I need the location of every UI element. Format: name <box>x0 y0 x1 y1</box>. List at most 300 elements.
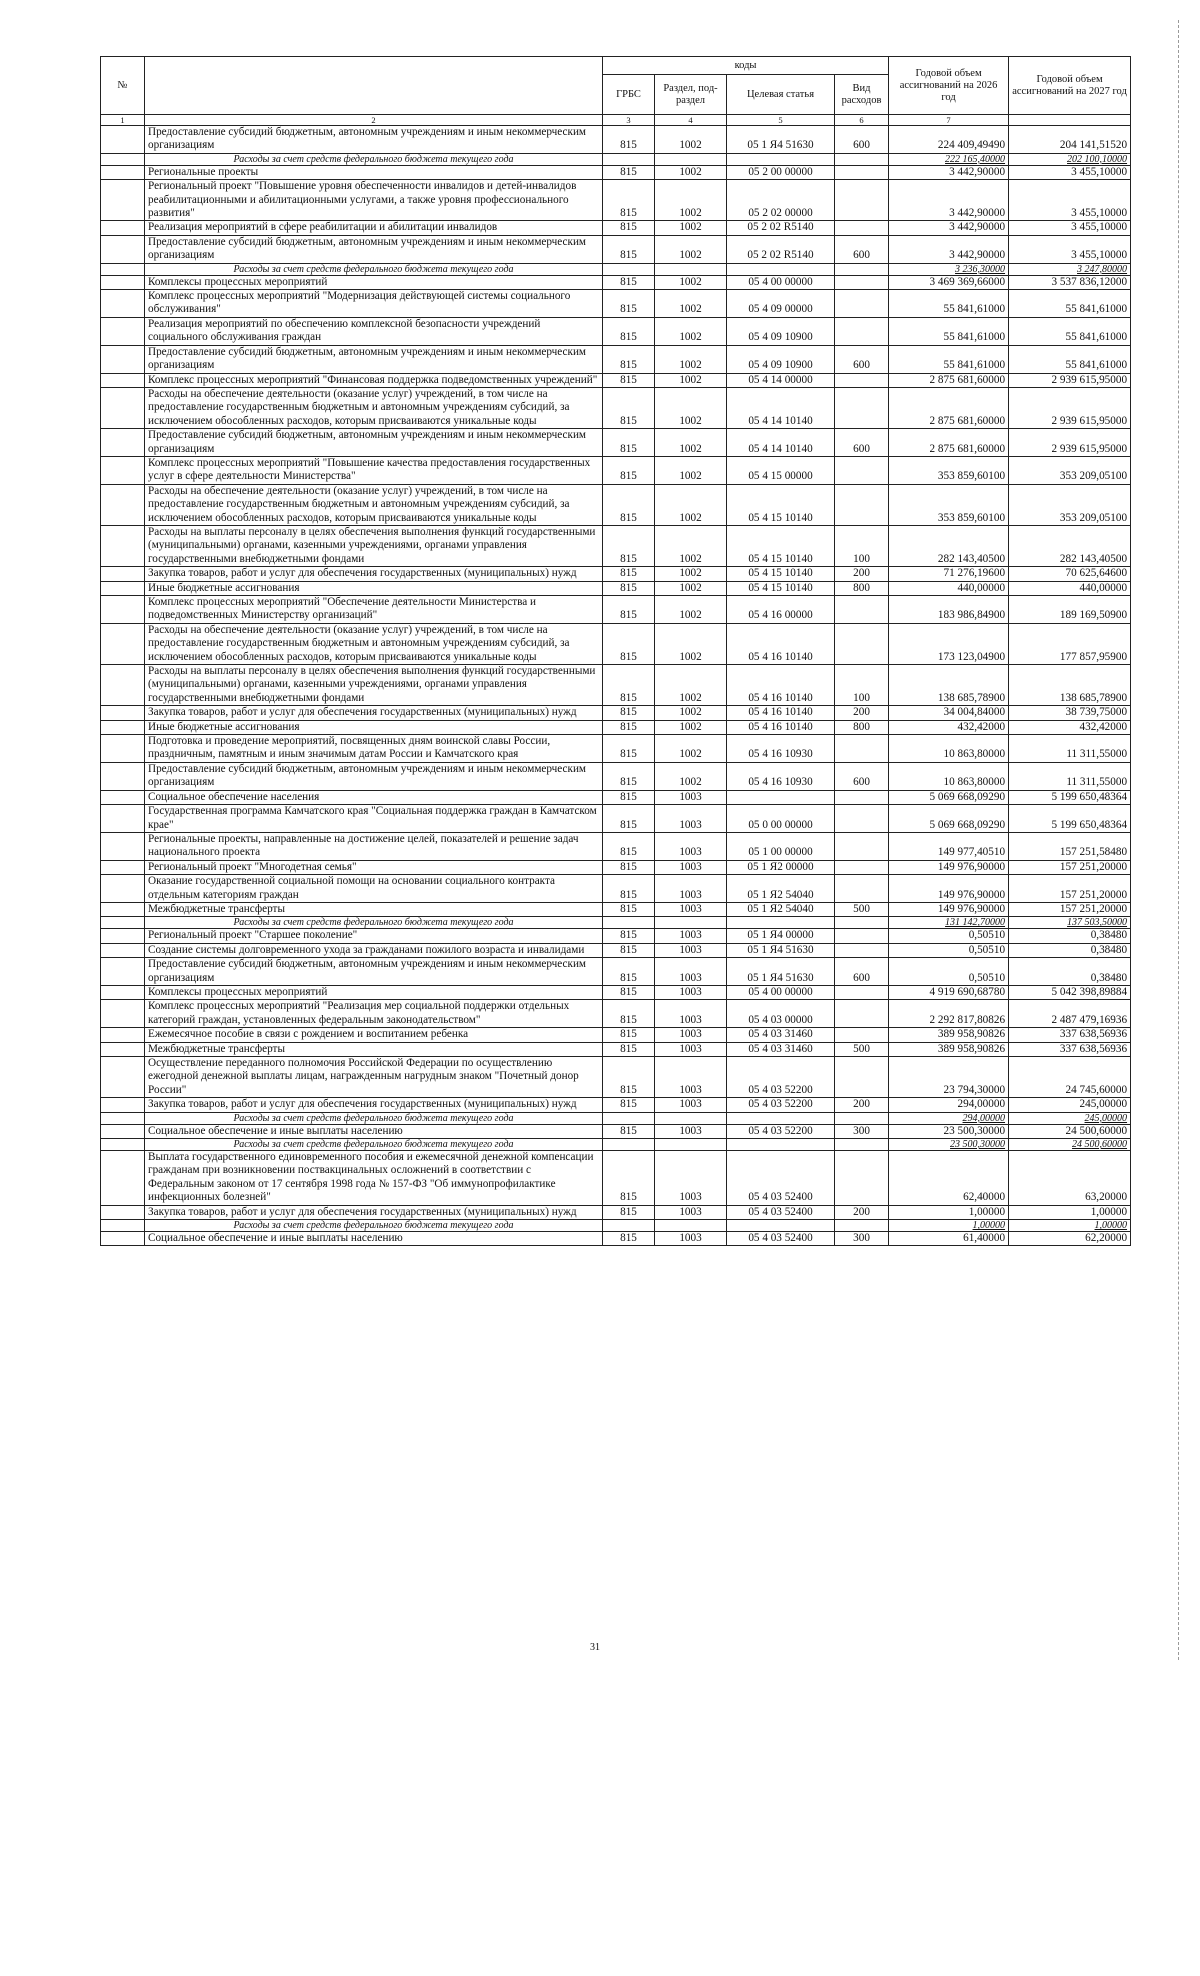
row-name-cell: Предоставление субсидий бюджетным, автономным учреждениям и иным некоммерческим организациям <box>145 345 603 373</box>
row-section-cell: 1002 <box>655 581 727 595</box>
row-kind-cell <box>835 387 889 428</box>
row-number-cell <box>101 1151 145 1206</box>
table-row <box>101 1042 1131 1056</box>
row-name-cell: Расходы на выплаты персоналу в целях обеспечения выполнения функций государственными (муниципальными) органами, казенными учреждениями, органами управления государственными внебюджетными фондами <box>145 525 603 566</box>
row-amount-2026-cell: 34 004,84000 <box>889 706 1009 720</box>
row-grbs-cell: 815 <box>603 958 655 986</box>
row-kind-cell <box>835 1028 889 1042</box>
row-name-cell: Государственная программа Камчатского края "Социальная поддержка граждан в Камчатском крае" <box>145 805 603 833</box>
table-row <box>101 221 1131 235</box>
row-target-cell: 05 4 00 00000 <box>727 275 835 289</box>
row-number-cell <box>101 805 145 833</box>
row-section-cell: 1002 <box>655 665 727 706</box>
row-amount-2027-cell: 24 500,60000 <box>1009 1124 1131 1138</box>
row-section-cell: 1002 <box>655 373 727 387</box>
table-row <box>101 790 1131 804</box>
row-amount-2026-cell: 55 841,61000 <box>889 317 1009 345</box>
row-number-cell <box>101 317 145 345</box>
row-grbs-cell: 815 <box>603 1205 655 1219</box>
row-section-cell: 1003 <box>655 1000 727 1028</box>
row-section-cell: 1002 <box>655 735 727 763</box>
row-section-cell: 1003 <box>655 860 727 874</box>
row-target-cell: 05 4 15 00000 <box>727 456 835 484</box>
row-amount-2027-cell: 38 739,75000 <box>1009 706 1131 720</box>
row-kind-cell <box>835 917 889 929</box>
col-number-3: 3 <box>603 115 655 126</box>
row-name-cell: Межбюджетные трансферты <box>145 902 603 916</box>
row-number-cell <box>101 735 145 763</box>
row-name-cell: Межбюджетные трансферты <box>145 1042 603 1056</box>
table-row <box>101 581 1131 595</box>
row-name-cell: Ежемесячное пособие в связи с рождением и воспитанием ребенка <box>145 1028 603 1042</box>
row-section-cell: 1003 <box>655 958 727 986</box>
row-number-cell <box>101 484 145 525</box>
row-amount-2027-cell: 3 455,10000 <box>1009 180 1131 221</box>
col-number-4: 4 <box>655 115 727 126</box>
row-kind-cell <box>835 790 889 804</box>
row-amount-2026-cell: 3 469 369,66000 <box>889 275 1009 289</box>
row-number-cell <box>101 1000 145 1028</box>
row-target-cell: 05 4 09 10900 <box>727 345 835 373</box>
table-row <box>101 832 1131 860</box>
row-name-cell: Иные бюджетные ассигнования <box>145 720 603 734</box>
row-number-cell <box>101 1232 145 1246</box>
row-number-cell <box>101 235 145 263</box>
row-section-cell <box>655 917 727 929</box>
row-target-cell: 05 4 03 00000 <box>727 1000 835 1028</box>
row-amount-2026-cell: 55 841,61000 <box>889 290 1009 318</box>
row-grbs-cell: 815 <box>603 581 655 595</box>
table-row <box>101 875 1131 903</box>
row-amount-2026-cell: 3 442,90000 <box>889 165 1009 179</box>
row-target-cell <box>727 1112 835 1124</box>
row-name-cell: Региональный проект "Старшее поколение" <box>145 929 603 943</box>
row-amount-2027-cell: 2 939 615,95000 <box>1009 429 1131 457</box>
row-kind-cell <box>835 1139 889 1151</box>
row-kind-cell: 800 <box>835 720 889 734</box>
row-target-cell: 05 4 03 52200 <box>727 1098 835 1112</box>
row-name-cell: Оказание государственной социальной помощи на основании социального контракта отдельным категориям граждан <box>145 875 603 903</box>
row-amount-2026-cell: 353 859,60100 <box>889 456 1009 484</box>
table-row <box>101 1205 1131 1219</box>
row-amount-2026-cell: 149 976,90000 <box>889 860 1009 874</box>
row-amount-2026-cell: 131 142,70000 <box>889 917 1009 929</box>
row-grbs-cell: 815 <box>603 290 655 318</box>
row-target-cell: 05 4 16 00000 <box>727 596 835 624</box>
row-number-cell <box>101 917 145 929</box>
table-subrow <box>101 1112 1131 1124</box>
row-kind-cell: 100 <box>835 665 889 706</box>
row-section-cell: 1002 <box>655 387 727 428</box>
row-amount-2027-cell: 3 455,10000 <box>1009 165 1131 179</box>
row-section-cell: 1002 <box>655 706 727 720</box>
row-kind-cell <box>835 805 889 833</box>
row-number-cell <box>101 1057 145 1098</box>
row-grbs-cell: 815 <box>603 1057 655 1098</box>
table-row <box>101 317 1131 345</box>
row-amount-2026-cell: 149 977,40510 <box>889 832 1009 860</box>
row-name-cell: Расходы на обеспечение деятельности (оказание услуг) учреждений, в том числе на предоставление государственным бюджетным и автономным учреждениям субсидий, за исключением обособленных расходов, которым присваиваются уникальные коды <box>145 623 603 664</box>
row-amount-2027-cell: 2 939 615,95000 <box>1009 373 1131 387</box>
row-section-cell: 1003 <box>655 1151 727 1206</box>
row-grbs-cell: 815 <box>603 221 655 235</box>
row-amount-2027-cell: 2 939 615,95000 <box>1009 387 1131 428</box>
row-grbs-cell: 815 <box>603 429 655 457</box>
row-amount-2027-cell: 24 500,60000 <box>1009 1139 1131 1151</box>
row-section-cell: 1003 <box>655 902 727 916</box>
row-grbs-cell: 815 <box>603 567 655 581</box>
row-target-cell: 05 2 02 00000 <box>727 180 835 221</box>
header-section: Раздел, под-раздел <box>655 75 727 115</box>
row-amount-2027-cell: 11 311,55000 <box>1009 762 1131 790</box>
row-amount-2027-cell: 189 169,50900 <box>1009 596 1131 624</box>
row-grbs-cell: 815 <box>603 525 655 566</box>
row-kind-cell <box>835 221 889 235</box>
row-grbs-cell: 815 <box>603 790 655 804</box>
row-amount-2027-cell: 138 685,78900 <box>1009 665 1131 706</box>
row-name-cell: Иные бюджетные ассигнования <box>145 581 603 595</box>
row-section-cell: 1003 <box>655 805 727 833</box>
row-amount-2027-cell: 157 251,20000 <box>1009 860 1131 874</box>
scan-edge-line <box>1178 20 1179 1660</box>
row-target-cell: 05 4 00 00000 <box>727 985 835 999</box>
col-number-1: 1 <box>101 115 145 126</box>
row-grbs-cell: 815 <box>603 762 655 790</box>
row-kind-cell: 800 <box>835 581 889 595</box>
header-year-2027: Годовой объем ассигнований на 2027 год <box>1009 57 1131 115</box>
row-amount-2026-cell: 138 685,78900 <box>889 665 1009 706</box>
row-kind-cell <box>835 1220 889 1232</box>
row-target-cell: 05 1 Я4 51630 <box>727 958 835 986</box>
row-grbs-cell: 815 <box>603 596 655 624</box>
row-number-cell <box>101 790 145 804</box>
row-name-cell: Создание системы долговременного ухода за гражданами пожилого возраста и инвалидами <box>145 943 603 957</box>
row-amount-2026-cell: 0,50510 <box>889 943 1009 957</box>
row-section-cell: 1002 <box>655 567 727 581</box>
row-grbs-cell <box>603 1220 655 1232</box>
row-name-cell: Социальное обеспечение и иные выплаты населению <box>145 1124 603 1138</box>
row-grbs-cell <box>603 917 655 929</box>
row-section-cell: 1002 <box>655 126 727 154</box>
row-grbs-cell: 815 <box>603 985 655 999</box>
row-amount-2027-cell: 337 638,56936 <box>1009 1042 1131 1056</box>
row-target-cell: 05 0 00 00000 <box>727 805 835 833</box>
row-number-cell <box>101 623 145 664</box>
row-section-cell <box>655 1220 727 1232</box>
row-target-cell: 05 4 15 10140 <box>727 484 835 525</box>
row-number-cell <box>101 373 145 387</box>
row-name-cell: Комплекс процессных мероприятий "Финансовая поддержка подведомственных учреждений" <box>145 373 603 387</box>
row-kind-cell <box>835 1151 889 1206</box>
row-kind-cell: 600 <box>835 126 889 154</box>
row-name-cell: Региональные проекты <box>145 165 603 179</box>
row-name-cell: Расходы за счет средств федерального бюджета текущего года <box>145 917 603 929</box>
table-subrow <box>101 1220 1131 1232</box>
row-kind-cell: 600 <box>835 345 889 373</box>
row-amount-2027-cell: 5 199 650,48364 <box>1009 790 1131 804</box>
row-amount-2026-cell: 282 143,40500 <box>889 525 1009 566</box>
header-number: № <box>101 57 145 115</box>
table-subrow <box>101 917 1131 929</box>
row-target-cell: 05 4 14 10140 <box>727 387 835 428</box>
row-grbs-cell <box>603 263 655 275</box>
row-grbs-cell: 815 <box>603 165 655 179</box>
row-amount-2026-cell: 149 976,90000 <box>889 875 1009 903</box>
row-amount-2027-cell: 3 455,10000 <box>1009 235 1131 263</box>
table-row <box>101 735 1131 763</box>
table-row <box>101 762 1131 790</box>
row-amount-2026-cell: 440,00000 <box>889 581 1009 595</box>
row-amount-2027-cell: 204 141,51520 <box>1009 126 1131 154</box>
row-kind-cell: 600 <box>835 429 889 457</box>
header-codes: коды <box>603 57 889 75</box>
row-grbs-cell: 815 <box>603 623 655 664</box>
row-amount-2026-cell: 23 500,30000 <box>889 1139 1009 1151</box>
row-number-cell <box>101 958 145 986</box>
row-kind-cell <box>835 165 889 179</box>
table-row <box>101 902 1131 916</box>
row-name-cell: Расходы за счет средств федерального бюджета текущего года <box>145 153 603 165</box>
row-number-cell <box>101 1139 145 1151</box>
row-target-cell: 05 1 Я2 00000 <box>727 860 835 874</box>
table-row <box>101 290 1131 318</box>
row-amount-2026-cell: 222 165,40000 <box>889 153 1009 165</box>
row-number-cell <box>101 1220 145 1232</box>
row-amount-2026-cell: 55 841,61000 <box>889 345 1009 373</box>
table-row <box>101 929 1131 943</box>
row-name-cell: Социальное обеспечение населения <box>145 790 603 804</box>
row-amount-2027-cell: 157 251,20000 <box>1009 875 1131 903</box>
table-row <box>101 126 1131 154</box>
table-row <box>101 275 1131 289</box>
row-number-cell <box>101 525 145 566</box>
row-amount-2026-cell: 1,00000 <box>889 1205 1009 1219</box>
table-row <box>101 805 1131 833</box>
row-section-cell: 1003 <box>655 985 727 999</box>
row-section-cell: 1003 <box>655 832 727 860</box>
row-target-cell: 05 4 16 10140 <box>727 665 835 706</box>
row-grbs-cell: 815 <box>603 832 655 860</box>
row-grbs-cell: 815 <box>603 902 655 916</box>
table-row <box>101 1124 1131 1138</box>
row-grbs-cell: 815 <box>603 387 655 428</box>
row-number-cell <box>101 665 145 706</box>
row-section-cell: 1002 <box>655 165 727 179</box>
row-kind-cell <box>835 263 889 275</box>
row-grbs-cell: 815 <box>603 1124 655 1138</box>
header-kind: Вид расходов <box>835 75 889 115</box>
row-amount-2026-cell: 2 875 681,60000 <box>889 373 1009 387</box>
row-number-cell <box>101 1124 145 1138</box>
row-section-cell: 1002 <box>655 317 727 345</box>
row-name-cell: Закупка товаров, работ и услуг для обеспечения государственных (муниципальных) нужд <box>145 706 603 720</box>
row-amount-2027-cell: 11 311,55000 <box>1009 735 1131 763</box>
row-grbs-cell: 815 <box>603 706 655 720</box>
row-amount-2027-cell: 3 455,10000 <box>1009 221 1131 235</box>
row-amount-2027-cell: 55 841,61000 <box>1009 345 1131 373</box>
row-amount-2026-cell: 224 409,49490 <box>889 126 1009 154</box>
row-number-cell <box>101 985 145 999</box>
row-number-cell <box>101 581 145 595</box>
row-amount-2027-cell: 353 209,05100 <box>1009 484 1131 525</box>
table-row <box>101 623 1131 664</box>
row-amount-2026-cell: 294,00000 <box>889 1112 1009 1124</box>
table-row <box>101 720 1131 734</box>
row-amount-2027-cell: 440,00000 <box>1009 581 1131 595</box>
row-amount-2026-cell: 1,00000 <box>889 1220 1009 1232</box>
table-body <box>101 126 1131 1246</box>
row-section-cell: 1002 <box>655 484 727 525</box>
row-target-cell: 05 1 00 00000 <box>727 832 835 860</box>
row-amount-2027-cell: 432,42000 <box>1009 720 1131 734</box>
row-name-cell: Расходы на обеспечение деятельности (оказание услуг) учреждений, в том числе на предоставление государственным бюджетным и автономным учреждениям субсидий, за исключением обособленных расходов, которым присваиваются уникальные коды <box>145 484 603 525</box>
row-grbs-cell: 815 <box>603 875 655 903</box>
row-kind-cell: 600 <box>835 235 889 263</box>
row-kind-cell <box>835 875 889 903</box>
row-section-cell: 1003 <box>655 1028 727 1042</box>
row-grbs-cell <box>603 153 655 165</box>
row-kind-cell <box>835 180 889 221</box>
row-amount-2026-cell: 10 863,80000 <box>889 762 1009 790</box>
row-amount-2026-cell: 389 958,90826 <box>889 1028 1009 1042</box>
row-name-cell: Закупка товаров, работ и услуг для обеспечения государственных (муниципальных) нужд <box>145 1205 603 1219</box>
table-row <box>101 345 1131 373</box>
row-target-cell <box>727 917 835 929</box>
row-grbs-cell: 815 <box>603 275 655 289</box>
row-amount-2026-cell: 5 069 668,09290 <box>889 805 1009 833</box>
row-number-cell <box>101 1028 145 1042</box>
row-section-cell <box>655 1112 727 1124</box>
row-section-cell <box>655 263 727 275</box>
row-target-cell: 05 4 09 00000 <box>727 290 835 318</box>
row-name-cell: Реализация мероприятий в сфере реабилитации и абилитации инвалидов <box>145 221 603 235</box>
row-grbs-cell: 815 <box>603 1098 655 1112</box>
row-target-cell: 05 4 15 10140 <box>727 581 835 595</box>
header-target: Целевая статья <box>727 75 835 115</box>
table-row <box>101 180 1131 221</box>
row-grbs-cell: 815 <box>603 180 655 221</box>
row-target-cell: 05 4 03 31460 <box>727 1042 835 1056</box>
row-section-cell: 1002 <box>655 235 727 263</box>
row-amount-2026-cell: 294,00000 <box>889 1098 1009 1112</box>
row-amount-2027-cell: 282 143,40500 <box>1009 525 1131 566</box>
row-amount-2026-cell: 173 123,04900 <box>889 623 1009 664</box>
page-number: 31 <box>590 1642 600 1653</box>
row-section-cell: 1003 <box>655 1205 727 1219</box>
row-target-cell <box>727 263 835 275</box>
row-number-cell <box>101 762 145 790</box>
row-name-cell: Предоставление субсидий бюджетным, автономным учреждениям и иным некоммерческим организациям <box>145 762 603 790</box>
row-section-cell: 1002 <box>655 456 727 484</box>
row-section-cell: 1003 <box>655 929 727 943</box>
row-target-cell: 05 4 16 10930 <box>727 762 835 790</box>
row-section-cell: 1003 <box>655 790 727 804</box>
row-grbs-cell: 815 <box>603 345 655 373</box>
row-grbs-cell: 815 <box>603 126 655 154</box>
row-target-cell: 05 1 Я2 54040 <box>727 875 835 903</box>
row-grbs-cell: 815 <box>603 720 655 734</box>
row-name-cell: Комплекс процессных мероприятий "Реализация мер социальной поддержки отдельных категорий граждан, установленных федеральным законодательством" <box>145 1000 603 1028</box>
row-number-cell <box>101 165 145 179</box>
row-target-cell <box>727 790 835 804</box>
row-amount-2027-cell: 202 100,10000 <box>1009 153 1131 165</box>
table-subrow <box>101 153 1131 165</box>
row-name-cell: Предоставление субсидий бюджетным, автономным учреждениям и иным некоммерческим организациям <box>145 126 603 154</box>
table-row <box>101 596 1131 624</box>
budget-allocation-table <box>100 56 1131 1246</box>
table-subrow <box>101 263 1131 275</box>
table-row <box>101 235 1131 263</box>
row-section-cell: 1002 <box>655 720 727 734</box>
col-number-5: 5 <box>727 115 835 126</box>
row-section-cell: 1002 <box>655 762 727 790</box>
row-amount-2027-cell: 5 042 398,89884 <box>1009 985 1131 999</box>
row-amount-2026-cell: 3 442,90000 <box>889 180 1009 221</box>
row-target-cell: 05 4 03 52400 <box>727 1232 835 1246</box>
row-kind-cell <box>835 275 889 289</box>
row-name-cell: Расходы за счет средств федерального бюджета текущего года <box>145 263 603 275</box>
row-section-cell: 1002 <box>655 596 727 624</box>
row-kind-cell <box>835 832 889 860</box>
row-section-cell: 1003 <box>655 875 727 903</box>
table-row <box>101 1057 1131 1098</box>
row-kind-cell <box>835 623 889 664</box>
row-section-cell: 1002 <box>655 275 727 289</box>
row-grbs-cell: 815 <box>603 1028 655 1042</box>
row-number-cell <box>101 902 145 916</box>
row-name-cell: Закупка товаров, работ и услуг для обеспечения государственных (муниципальных) нужд <box>145 1098 603 1112</box>
row-amount-2027-cell: 245,00000 <box>1009 1112 1131 1124</box>
row-number-cell <box>101 875 145 903</box>
col-number-7: 7 <box>889 115 1009 126</box>
row-kind-cell <box>835 985 889 999</box>
row-name-cell: Комплекс процессных мероприятий "Обеспечение деятельности Министерства и подведомственных Министерству организаций" <box>145 596 603 624</box>
row-amount-2026-cell: 353 859,60100 <box>889 484 1009 525</box>
row-target-cell: 05 1 Я2 54040 <box>727 902 835 916</box>
row-target-cell: 05 4 16 10930 <box>727 735 835 763</box>
row-name-cell: Расходы за счет средств федерального бюджета текущего года <box>145 1220 603 1232</box>
row-amount-2026-cell: 2 292 817,80826 <box>889 1000 1009 1028</box>
row-target-cell: 05 2 02 R5140 <box>727 221 835 235</box>
row-target-cell: 05 1 Я4 51630 <box>727 126 835 154</box>
header-year-2026: Годовой объем ассигнований на 2026 год <box>889 57 1009 115</box>
row-kind-cell <box>835 929 889 943</box>
row-target-cell: 05 4 14 00000 <box>727 373 835 387</box>
row-number-cell <box>101 860 145 874</box>
row-name-cell: Комплексы процессных мероприятий <box>145 985 603 999</box>
row-number-cell <box>101 180 145 221</box>
row-amount-2027-cell: 3 247,80000 <box>1009 263 1131 275</box>
row-grbs-cell: 815 <box>603 735 655 763</box>
row-target-cell: 05 4 03 52200 <box>727 1124 835 1138</box>
row-number-cell <box>101 126 145 154</box>
row-section-cell: 1003 <box>655 1098 727 1112</box>
row-grbs-cell: 815 <box>603 317 655 345</box>
table-row <box>101 985 1131 999</box>
row-name-cell: Расходы за счет средств федерального бюджета текущего года <box>145 1139 603 1151</box>
row-number-cell <box>101 567 145 581</box>
row-number-cell <box>101 387 145 428</box>
row-amount-2027-cell: 62,20000 <box>1009 1232 1131 1246</box>
row-amount-2027-cell: 55 841,61000 <box>1009 317 1131 345</box>
row-amount-2027-cell: 177 857,95900 <box>1009 623 1131 664</box>
row-section-cell: 1002 <box>655 345 727 373</box>
row-amount-2026-cell: 3 236,30000 <box>889 263 1009 275</box>
row-number-cell <box>101 221 145 235</box>
row-amount-2027-cell: 2 487 479,16936 <box>1009 1000 1131 1028</box>
row-grbs-cell: 815 <box>603 943 655 957</box>
row-amount-2026-cell: 0,50510 <box>889 958 1009 986</box>
